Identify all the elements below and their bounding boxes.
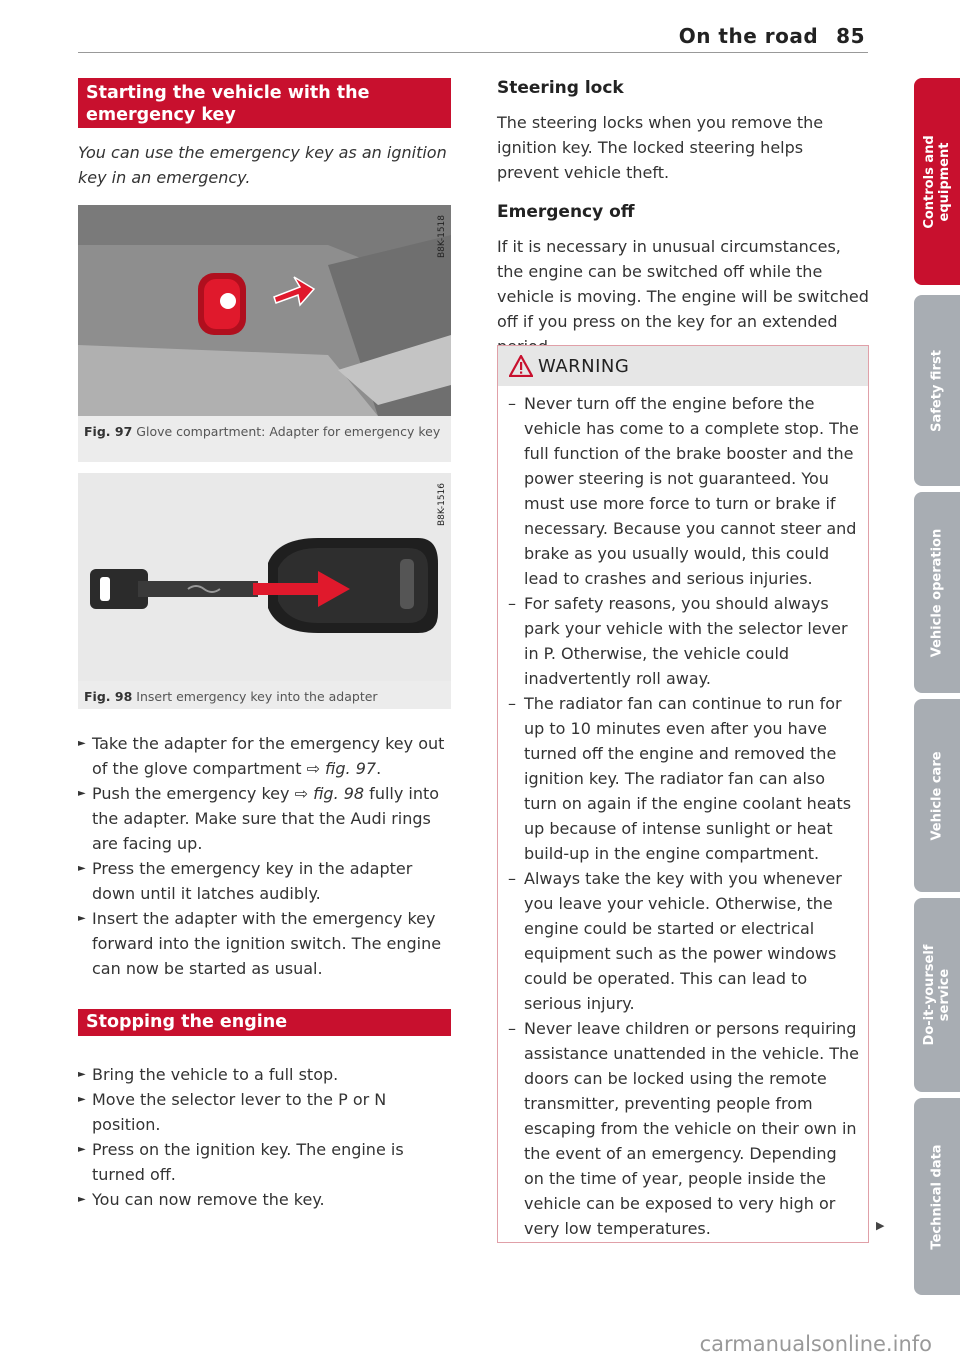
page-number: 85 [836, 24, 865, 48]
step-selector-lever: ► Move the selector lever to the P or N position. [78, 1087, 451, 1137]
section-title-stopping: Stopping the engine [78, 1009, 451, 1036]
warning-box [497, 345, 869, 1243]
warning-triangle-icon [509, 355, 533, 377]
step-remove-key: ► You can now remove the key. [78, 1187, 451, 1212]
tab-controls-and-equipment[interactable]: Controls and equipment [914, 78, 960, 285]
figure-97-caption [84, 422, 444, 441]
fig-97-link[interactable]: ⇨ fig. 97 [306, 759, 377, 778]
tab-do-it-yourself-service[interactable]: Do-it-yourself service [914, 898, 960, 1092]
emergency-key-photo [78, 473, 451, 681]
intro-text: You can use the emergency key as an ignition key in an emergency. [78, 143, 447, 187]
figure-98-caption-text: Insert emergency key into the adapter [136, 689, 378, 704]
tab-safety-first[interactable]: Safety first [914, 295, 960, 486]
step-push-key: ► Push the emergency key ⇨ fig. 98 fully into the adapter. Make sure that the Audi rings are facing up. [78, 781, 451, 856]
header-rule [78, 52, 868, 53]
figure-98 [78, 473, 451, 709]
running-header [679, 24, 865, 48]
glove-compartment-photo [78, 205, 451, 416]
warning-title: WARNING [538, 356, 630, 377]
step-insert-adapter: ► Insert the adapter with the emergency key forward into the ignition switch. The engine can now be started as usual. [78, 906, 451, 981]
continued-arrow: ▶ [876, 1219, 885, 1232]
figure-98-code: B8K-1516 [437, 483, 447, 527]
emergency-off-text: If it is necessary in unusual circumstances, the engine can be switched off while the vehicle is moving. The engine will be switched off if you press on the key for an extended [497, 237, 869, 331]
glove-compartment-illustration [78, 205, 451, 416]
step-take-adapter: ► Take the adapter for the emergency key out of the glove compartment ⇨ fig. 97. [78, 731, 451, 781]
figure-98-label: Fig. 98 [84, 689, 133, 704]
step-stop-vehicle: ► Bring the vehicle to a full stop. [78, 1062, 451, 1087]
figure-97-label: Fig. 97 [84, 424, 133, 439]
watermark: carmanualsonline.info [699, 1332, 932, 1356]
step-press-ignition: ► Press on the ignition key. The engine is turned off. [78, 1137, 451, 1187]
warning-item: – Always take the key with you whenever you leave your vehicle. Otherwise, the engine could be started or electrical equipment such as the power windows could be operated. This can lead to serious injury. [498, 866, 860, 1016]
tab-technical-data[interactable]: Technical data [914, 1098, 960, 1295]
steering-lock-text: The steering locks when you remove the ignition key. The locked steering helps prevent vehicle theft. [497, 113, 824, 182]
section-title-starting: Starting the vehicle with the emergency key [78, 78, 451, 128]
figure-97-caption-text: Glove compartment: Adapter for emergency key [136, 424, 441, 439]
figure-97-code: B8K-1518 [437, 215, 447, 259]
steering-lock-heading: Steering lock [497, 78, 624, 98]
warning-item: – The radiator fan can continue to run for up to 10 minutes even after you have turned off the engine and removed the ignition key. The radiator fan can also turn on again if the engine coolant heats up because of intense sunlight or heat build-up in the engine compartment. [498, 691, 860, 866]
emergency-off-heading: Emergency off [497, 202, 635, 222]
figure-98-caption [84, 687, 444, 706]
warning-header [498, 346, 868, 386]
tab-vehicle-operation[interactable]: Vehicle operation [914, 492, 960, 693]
warning-item: – Never turn off the engine before the vehicle has come to a complete stop. The full function of the brake booster and the power steering is not guaranteed. You must use more force to turn or brake if necessary. Because you cannot steer and brake as you usually would, this could lead to crashes and serious injuries. [498, 391, 860, 591]
running-header-section: On the road [678, 24, 819, 48]
warning-item: – For safety reasons, you should always park your vehicle with the selector lever in P. Otherwise, the vehicle could inadvertently roll away. [498, 591, 860, 691]
emergency-key-illustration [78, 473, 451, 681]
figure-97 [78, 205, 451, 462]
fig-98-link[interactable]: ⇨ fig. 98 [294, 784, 365, 803]
warning-item: – Never leave children or persons requiring assistance unattended in the vehicle. The doors can be locked using the remote transmitter, preventing people from escaping from the vehicle on their own in the event of an emergency. Depending on the time of year, people inside the vehicle can be exposed to very high or very low temperatures. [498, 1016, 860, 1241]
step-press-key: ► Press the emergency key in the adapter down until it latches audibly. [78, 856, 451, 906]
tab-vehicle-care[interactable]: Vehicle care [914, 699, 960, 892]
